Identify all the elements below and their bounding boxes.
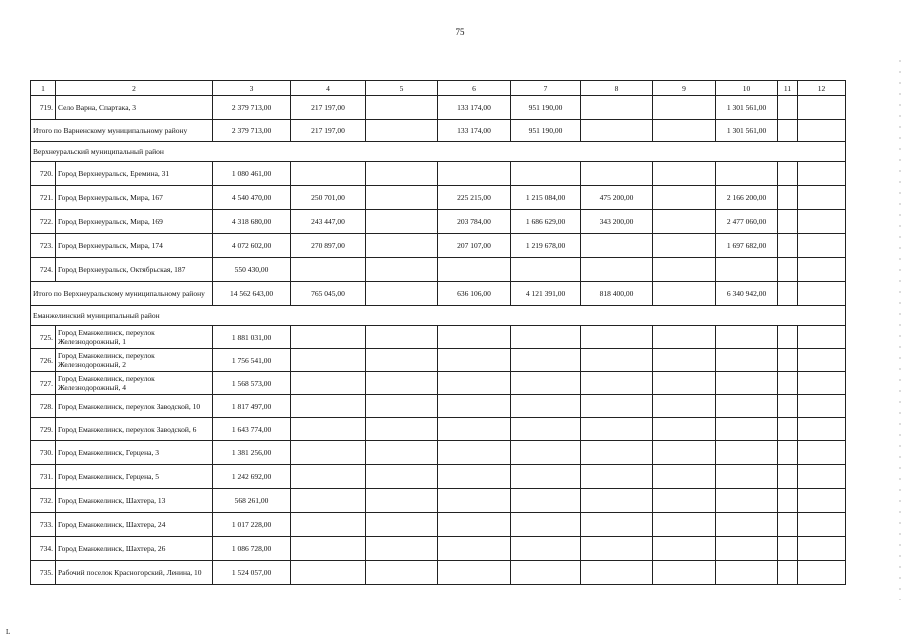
header-cell: 11 — [778, 81, 798, 96]
address-cell: Город Еманжелинск, Герцена, 3 — [56, 441, 213, 465]
amount-cell — [716, 537, 778, 561]
amount-cell — [653, 258, 716, 282]
table-row — [31, 372, 846, 395]
amount-cell: 1 301 561,00 — [716, 96, 778, 120]
amount-cell — [366, 282, 438, 306]
total-row — [31, 120, 846, 142]
amount-cell — [581, 258, 653, 282]
header-cell: 7 — [511, 81, 581, 96]
amount-cell — [581, 372, 653, 395]
table-row — [31, 441, 846, 465]
header-cell: 4 — [291, 81, 366, 96]
amount-cell: 217 197,00 — [291, 120, 366, 142]
amount-cell — [366, 395, 438, 418]
amount-cell — [716, 372, 778, 395]
amount-cell — [778, 489, 798, 513]
address-cell: Город Верхнеуральск, Мира, 169 — [56, 210, 213, 234]
amount-cell — [778, 349, 798, 372]
amount-cell — [366, 372, 438, 395]
amount-cell — [798, 418, 846, 441]
address-cell: Город Еманжелинск, Шахтера, 13 — [56, 489, 213, 513]
amount-cell — [778, 441, 798, 465]
amount-cell — [438, 326, 511, 349]
amount-cell: 250 701,00 — [291, 186, 366, 210]
row-number: 735. — [31, 561, 56, 585]
header-cell: 5 — [366, 81, 438, 96]
amount-cell: 133 174,00 — [438, 120, 511, 142]
amount-cell — [778, 186, 798, 210]
amount-cell — [581, 395, 653, 418]
total-label: Итого по Верхнеуральскому муниципальному району — [31, 282, 213, 306]
amount-cell: 1 086 728,00 — [213, 537, 291, 561]
amount-cell — [653, 489, 716, 513]
header-cell: 6 — [438, 81, 511, 96]
amount-cell — [778, 234, 798, 258]
amount-cell — [581, 465, 653, 489]
amount-cell: 2 477 060,00 — [716, 210, 778, 234]
amount-cell — [291, 465, 366, 489]
amount-cell — [798, 96, 846, 120]
amount-cell — [653, 441, 716, 465]
amount-cell — [716, 465, 778, 489]
amount-cell — [291, 258, 366, 282]
amount-cell: 1 524 057,00 — [213, 561, 291, 585]
amount-cell — [716, 162, 778, 186]
row-number: 723. — [31, 234, 56, 258]
amount-cell: 4 121 391,00 — [511, 282, 581, 306]
amount-cell — [798, 258, 846, 282]
header-cell: 1 — [31, 81, 56, 96]
amount-cell — [366, 418, 438, 441]
section-title: Еманжелинский муниципальный район — [31, 306, 846, 326]
amount-cell: 270 897,00 — [291, 234, 366, 258]
amount-cell — [716, 395, 778, 418]
amount-cell — [798, 120, 846, 142]
amount-cell — [291, 162, 366, 186]
amount-cell — [511, 162, 581, 186]
amount-cell — [511, 561, 581, 585]
amount-cell — [778, 282, 798, 306]
row-number: 733. — [31, 513, 56, 537]
amount-cell — [716, 349, 778, 372]
row-number: 731. — [31, 465, 56, 489]
amount-cell — [581, 120, 653, 142]
row-number: 730. — [31, 441, 56, 465]
header-cell: 2 — [56, 81, 213, 96]
amount-cell: 4 072 602,00 — [213, 234, 291, 258]
amount-cell — [798, 210, 846, 234]
amount-cell — [798, 372, 846, 395]
amount-cell: 217 197,00 — [291, 96, 366, 120]
address-cell: Рабочий поселок Красногорский, Ленина, 10 — [56, 561, 213, 585]
address-cell: Город Еманжелинск, переулок Железнодорожный, 4 — [56, 372, 213, 395]
amount-cell — [716, 418, 778, 441]
amount-cell — [798, 561, 846, 585]
address-cell: Город Еманжелинск, Шахтера, 26 — [56, 537, 213, 561]
amount-cell — [716, 258, 778, 282]
amount-cell: 1 381 256,00 — [213, 441, 291, 465]
amount-cell — [366, 258, 438, 282]
amount-cell: 1 686 629,00 — [511, 210, 581, 234]
amount-cell — [366, 465, 438, 489]
amount-cell: 133 174,00 — [438, 96, 511, 120]
amount-cell — [798, 395, 846, 418]
table-row — [31, 186, 846, 210]
amount-cell — [798, 441, 846, 465]
amount-cell: 1 215 084,00 — [511, 186, 581, 210]
amount-cell: 765 045,00 — [291, 282, 366, 306]
table-row — [31, 561, 846, 585]
amount-cell — [581, 234, 653, 258]
amount-cell: 1 219 678,00 — [511, 234, 581, 258]
amount-cell — [653, 418, 716, 441]
section-title: Верхнеуральский муниципальный район — [31, 142, 846, 162]
amount-cell — [438, 489, 511, 513]
address-cell: Город Еманжелинск, переулок Железнодорожный, 1 — [56, 326, 213, 349]
row-number: 732. — [31, 489, 56, 513]
amount-cell — [438, 513, 511, 537]
amount-cell — [511, 395, 581, 418]
amount-cell: 6 340 942,00 — [716, 282, 778, 306]
amount-cell — [291, 349, 366, 372]
amount-cell — [778, 537, 798, 561]
amount-cell — [366, 234, 438, 258]
table-row — [31, 326, 846, 349]
table-row — [31, 537, 846, 561]
address-cell: Город Верхнеуральск, Мира, 174 — [56, 234, 213, 258]
housing-repair-table — [30, 80, 846, 585]
amount-cell — [778, 96, 798, 120]
amount-cell — [581, 441, 653, 465]
amount-cell — [798, 349, 846, 372]
row-number: 719. — [31, 96, 56, 120]
amount-cell — [653, 282, 716, 306]
amount-cell — [511, 465, 581, 489]
amount-cell — [653, 210, 716, 234]
amount-cell — [653, 120, 716, 142]
amount-cell: 951 190,00 — [511, 96, 581, 120]
amount-cell — [438, 349, 511, 372]
amount-cell — [291, 326, 366, 349]
amount-cell — [291, 537, 366, 561]
row-number: 734. — [31, 537, 56, 561]
amount-cell: 1 881 031,00 — [213, 326, 291, 349]
amount-cell — [581, 418, 653, 441]
amount-cell — [511, 489, 581, 513]
amount-cell — [438, 258, 511, 282]
amount-cell — [438, 395, 511, 418]
amount-cell — [438, 465, 511, 489]
amount-cell — [291, 513, 366, 537]
amount-cell — [653, 465, 716, 489]
amount-cell: 2 379 713,00 — [213, 120, 291, 142]
table-row — [31, 349, 846, 372]
amount-cell — [653, 349, 716, 372]
row-number: 724. — [31, 258, 56, 282]
amount-cell: 207 107,00 — [438, 234, 511, 258]
amount-cell — [291, 372, 366, 395]
amount-cell: 550 430,00 — [213, 258, 291, 282]
table-row — [31, 210, 846, 234]
address-cell: Город Еманжелинск, переулок Железнодорожный, 2 — [56, 349, 213, 372]
header-cell: 9 — [653, 81, 716, 96]
amount-cell — [291, 395, 366, 418]
header-cell: 3 — [213, 81, 291, 96]
row-number: 722. — [31, 210, 56, 234]
amount-cell — [291, 441, 366, 465]
amount-cell — [653, 96, 716, 120]
amount-cell: 818 400,00 — [581, 282, 653, 306]
amount-cell: 1 817 497,00 — [213, 395, 291, 418]
amount-cell — [438, 418, 511, 441]
amount-cell — [366, 96, 438, 120]
amount-cell — [716, 561, 778, 585]
amount-cell — [653, 537, 716, 561]
table-header-row — [31, 81, 846, 96]
amount-cell — [438, 441, 511, 465]
amount-cell — [511, 372, 581, 395]
amount-cell — [511, 418, 581, 441]
amount-cell — [366, 186, 438, 210]
amount-cell: 1 301 561,00 — [716, 120, 778, 142]
amount-cell — [366, 489, 438, 513]
amount-cell — [798, 162, 846, 186]
page-number: 75 — [455, 27, 465, 37]
address-cell: Город Верхнеуральск, Октябрьская, 187 — [56, 258, 213, 282]
amount-cell: 1 697 682,00 — [716, 234, 778, 258]
amount-cell — [653, 234, 716, 258]
header-cell: 8 — [581, 81, 653, 96]
amount-cell — [798, 513, 846, 537]
section-row — [31, 306, 846, 326]
amount-cell: 636 106,00 — [438, 282, 511, 306]
amount-cell — [798, 326, 846, 349]
address-cell: Город Еманжелинск, Шахтера, 24 — [56, 513, 213, 537]
amount-cell — [778, 258, 798, 282]
amount-cell — [798, 537, 846, 561]
amount-cell — [798, 234, 846, 258]
table-row — [31, 96, 846, 120]
amount-cell — [716, 326, 778, 349]
table-row — [31, 418, 846, 441]
amount-cell — [653, 162, 716, 186]
amount-cell — [366, 513, 438, 537]
amount-cell — [366, 537, 438, 561]
amount-cell — [716, 441, 778, 465]
amount-cell — [366, 326, 438, 349]
amount-cell — [581, 96, 653, 120]
amount-cell: 4 540 470,00 — [213, 186, 291, 210]
amount-cell: 203 784,00 — [438, 210, 511, 234]
amount-cell — [778, 210, 798, 234]
amount-cell — [581, 537, 653, 561]
amount-cell — [798, 489, 846, 513]
amount-cell: 14 562 643,00 — [213, 282, 291, 306]
amount-cell — [653, 561, 716, 585]
amount-cell: 4 318 680,00 — [213, 210, 291, 234]
address-cell: Город Еманжелинск, переулок Заводской, 10 — [56, 395, 213, 418]
amount-cell — [366, 162, 438, 186]
amount-cell — [778, 561, 798, 585]
amount-cell — [511, 513, 581, 537]
table-body — [31, 81, 846, 585]
header-cell: 10 — [716, 81, 778, 96]
amount-cell: 343 200,00 — [581, 210, 653, 234]
amount-cell — [438, 162, 511, 186]
amount-cell — [366, 349, 438, 372]
amount-cell — [438, 372, 511, 395]
amount-cell — [653, 326, 716, 349]
amount-cell: 1 242 692,00 — [213, 465, 291, 489]
amount-cell: 1 756 541,00 — [213, 349, 291, 372]
amount-cell — [716, 489, 778, 513]
amount-cell — [511, 537, 581, 561]
amount-cell — [511, 441, 581, 465]
amount-cell — [778, 418, 798, 441]
amount-cell — [778, 162, 798, 186]
amount-cell — [778, 120, 798, 142]
total-label: Итого по Варненскому муниципальному району — [31, 120, 213, 142]
amount-cell: 1 017 228,00 — [213, 513, 291, 537]
amount-cell — [366, 561, 438, 585]
amount-cell — [511, 349, 581, 372]
row-number: 720. — [31, 162, 56, 186]
amount-cell — [511, 326, 581, 349]
amount-cell — [653, 186, 716, 210]
amount-cell — [778, 372, 798, 395]
amount-cell — [366, 210, 438, 234]
amount-cell: 243 447,00 — [291, 210, 366, 234]
amount-cell — [291, 418, 366, 441]
amount-cell: 225 215,00 — [438, 186, 511, 210]
amount-cell: 1 643 774,00 — [213, 418, 291, 441]
amount-cell — [366, 120, 438, 142]
row-number: 729. — [31, 418, 56, 441]
amount-cell — [778, 513, 798, 537]
amount-cell — [511, 258, 581, 282]
address-cell: Город Верхнеуральск, Мира, 167 — [56, 186, 213, 210]
table-row — [31, 234, 846, 258]
total-row — [31, 282, 846, 306]
amount-cell — [778, 465, 798, 489]
row-number: 727. — [31, 372, 56, 395]
header-cell: 12 — [798, 81, 846, 96]
table-row — [31, 489, 846, 513]
amount-cell: 1 080 461,00 — [213, 162, 291, 186]
amount-cell — [778, 326, 798, 349]
section-row — [31, 142, 846, 162]
amount-cell: 2 379 713,00 — [213, 96, 291, 120]
corner-mark: L — [6, 628, 11, 636]
row-number: 728. — [31, 395, 56, 418]
address-cell: Город Еманжелинск, переулок Заводской, 6 — [56, 418, 213, 441]
amount-cell — [798, 282, 846, 306]
amount-cell — [653, 513, 716, 537]
amount-cell — [581, 489, 653, 513]
amount-cell: 951 190,00 — [511, 120, 581, 142]
amount-cell — [581, 326, 653, 349]
amount-cell — [716, 513, 778, 537]
amount-cell — [438, 537, 511, 561]
amount-cell — [581, 561, 653, 585]
address-cell: Город Верхнеуральск, Еремина, 31 — [56, 162, 213, 186]
amount-cell — [581, 162, 653, 186]
amount-cell: 568 261,00 — [213, 489, 291, 513]
amount-cell — [581, 513, 653, 537]
amount-cell — [291, 561, 366, 585]
row-number: 721. — [31, 186, 56, 210]
amount-cell — [653, 395, 716, 418]
row-number: 725. — [31, 326, 56, 349]
amount-cell — [653, 372, 716, 395]
amount-cell — [581, 349, 653, 372]
table-row — [31, 395, 846, 418]
amount-cell — [778, 395, 798, 418]
amount-cell: 475 200,00 — [581, 186, 653, 210]
amount-cell — [291, 489, 366, 513]
address-cell: Город Еманжелинск, Герцена, 5 — [56, 465, 213, 489]
amount-cell — [366, 441, 438, 465]
row-number: 726. — [31, 349, 56, 372]
amount-cell — [798, 465, 846, 489]
table-row — [31, 162, 846, 186]
amount-cell: 2 166 200,00 — [716, 186, 778, 210]
amount-cell — [798, 186, 846, 210]
table-row — [31, 258, 846, 282]
table-row — [31, 513, 846, 537]
address-cell: Село Варна, Спартака, 3 — [56, 96, 213, 120]
amount-cell — [438, 561, 511, 585]
amount-cell: 1 568 573,00 — [213, 372, 291, 395]
table-row — [31, 465, 846, 489]
scan-margin-marks — [897, 60, 903, 600]
